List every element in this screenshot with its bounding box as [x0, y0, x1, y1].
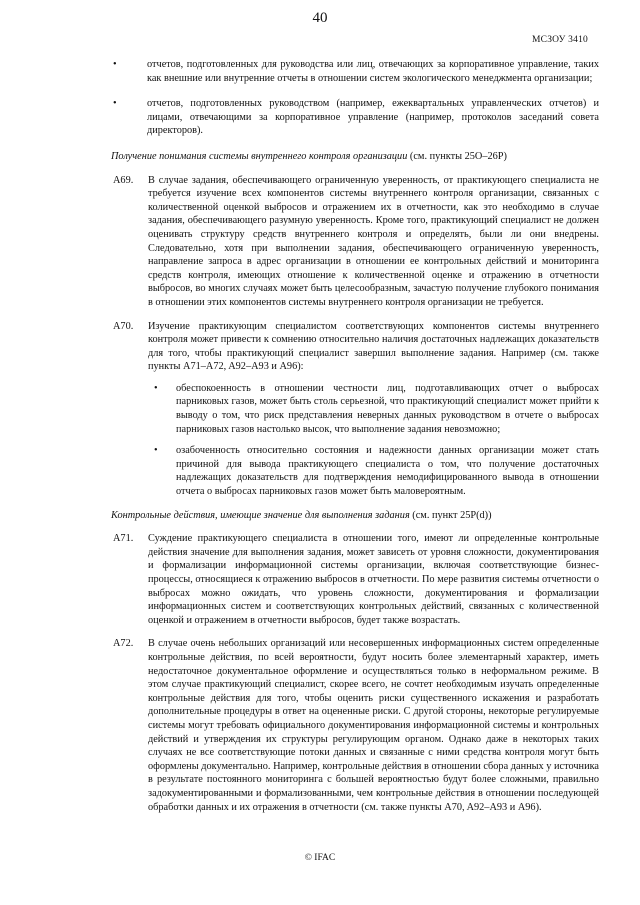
paragraph-number: A70. [113, 320, 134, 332]
list-item: • обеспокоенность в отношении честности лиц, подготавливающих отчет о выбросах парниковых газов, может быть столь серьезной, что практикующий специалист может прийти к выводу о том, что риск представления неверных данных руководством в отчете о выбросах парниковых газов настолько высок, что выполнение задания невозможно; [154, 382, 599, 435]
bullet-icon: • [154, 445, 158, 457]
paragraph-a69 [113, 174, 599, 310]
paragraph-text: Суждение практикующего специалиста в отношении того, имеют ли определенные контрольные действия значение для выполнения задания, может зависеть от уровня сложности, документирования и формализации информационной системы организации, включая соответствующие бизнес-процессы, относящиеся к отражению выбросов в отчетности. По мере развития системы отчетности о выбросах можно ожидать, что уровень сложности, документирования и формализации информационных систем и соответствующих контрольных действий, связанных с количественной оценкой и отражением в отчетности выбросов, будет также возрастать. [148, 533, 599, 626]
document-body [113, 58, 599, 824]
page-number: 40 [312, 10, 328, 26]
paragraph-a71 [113, 532, 599, 627]
list-item: • озабоченность относительно состояния и надежности данных организации может стать причиной для вывода практикующего специалиста о том, что получение достаточных надлежащих доказательств для подтверждения немодифицированного вывода в отношении отчета о выбросах парниковых газов может быть маловероятным. [154, 445, 599, 498]
bullet-icon: • [113, 98, 117, 110]
page-footer: © IFAC [304, 853, 336, 863]
paragraph-number: A69. [113, 174, 134, 186]
paragraph-text: Изучение практикующим специалистом соответствующих компонентов системы внутреннего контроля может привести к сомнению относительно наличия достаточных надлежащих доказательств для того, чтобы практикующий специалист завершил выполнение задания. Например (см. также пункты A71–A72, A92–A93 и A96): [148, 320, 599, 373]
paragraph-a72 [113, 637, 599, 814]
list-item: • отчетов, подготовленных для руководства или лиц, отвечающих за корпоративное управление, таких как внешние или внутренние отчеты в отношении систем экологического менеджмента организации; [113, 59, 599, 84]
document-code: МСЗОУ 3410 [532, 35, 588, 45]
paragraph-number: A71. [113, 533, 134, 545]
paragraph-number: A72. [113, 638, 134, 650]
paragraph-text: В случае задания, обеспечивающего ограниченную уверенность, от практикующего специалиста не требуется изучение всех компонентов системы внутреннего контроля организации, связанных с количественной оценкой выбросов и отражением их в отчетности, как это необходимо в случае задания, обеспечивающего разумную уверенность. Кроме того, практикующий специалист не должен оценивать структуру средств внутреннего контроля и определять, были ли они внедрены. Следовательно, хотя при выполнении задания, обеспечивающего ограниченную уверенность, направление запроса в адрес организации в отношении ее контрольных действий и мониторинга средств контроля, имеющих отношение к количественной оценке и отражению в отчетности выбросов, во многих случаях может быть целесообразным, зачастую получение глубокого понимания в отношении этих компонентов системы внутреннего контроля организации не требуется. [148, 174, 599, 308]
paragraph-text: В случае очень небольших организаций или несовершенных информационных систем определенные контрольные действия, по всей вероятности, будут носить более элементарный характер, иметь недостаточное документальное оформление и осуществляться только в неформальном режиме. В этом случае практикующий специалист, скорее всего, не сочтет необходимым изучать определенные контрольные действия для того, чтобы оценить риски существенного искажения и разработать дополнительные процедуры в ответ на оцененные риски. С другой стороны, некоторые регулируемые системы могут требовать официального документирования информационной системы и контрольных действий и утверждения их структуры регулирующим органом. Однако даже в некоторых таких случаях не все соответствующие потоки данных и связанные с ними средства контроля могут быть оформлены документально. Например, контрольные действия в отношении сбора данных у источника в результате постоянного мониторинга с большей вероятностью будут более сложными, правильно задокументированными и формализованными, чем контрольные действия в отношении последующей обработки данных и их отражения в отчетности (см. также пункты A70, A92–A93 и A96). [148, 638, 599, 813]
list-item: • отчетов, подготовленных руководством (например, ежеквартальных управленческих отчетов) и лицами, отвечающими за корпоративное управление (например, протоколов заседаний совета директоров). [113, 98, 599, 137]
paragraph-a70 [113, 320, 599, 499]
section-heading: Контрольные действия, имеющие значение для выполнения задания (см. пункт 25P(d)) [111, 509, 492, 521]
bullet-icon: • [113, 59, 117, 70]
section-heading: Получение понимания системы внутреннего контроля организации (см. пункты 25O–26P) [111, 150, 507, 162]
bullet-icon: • [154, 382, 158, 394]
